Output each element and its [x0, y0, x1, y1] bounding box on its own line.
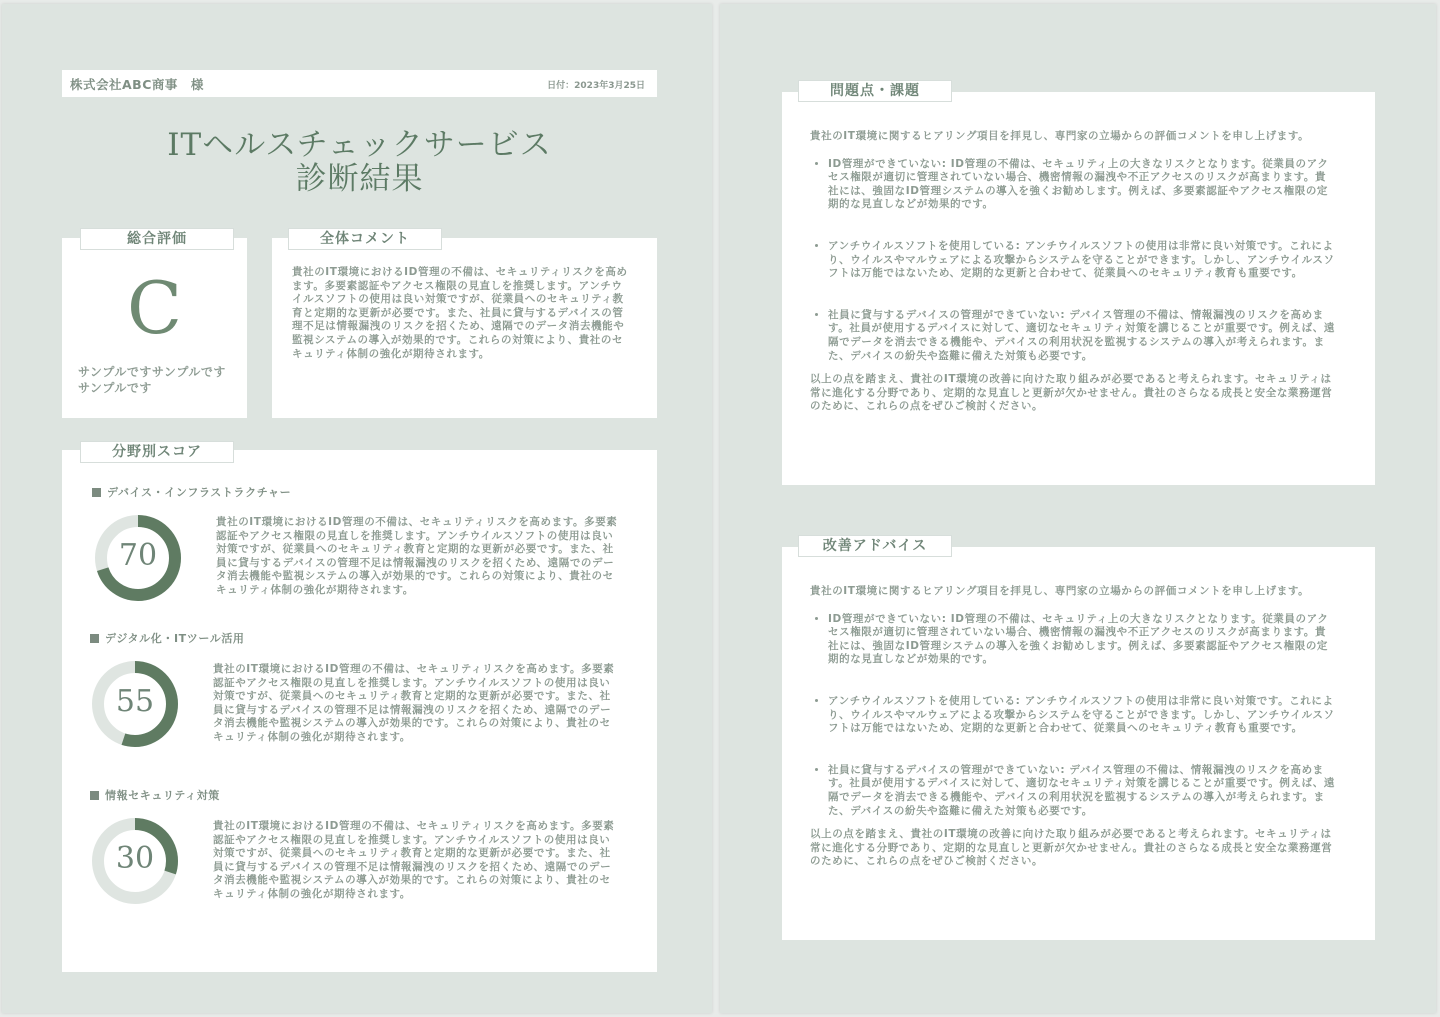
list-item: • ID管理ができていない: ID管理の不備は、セキュリティ上の大きなリスクとなります。従業員のアクセス権限が適切に管理されていない場合、機密情報の漏洩や不正アクセスのリスクが高まります。貴社には、強固なID管理システムの導入を強くお勧めします。例えば、多要素認証やアクセス権限の定期的な見直しなどが効果的です。: [828, 158, 1336, 212]
overall-comment-text: 貴社のIT環境におけるID管理の不備は、セキュリティリスクを高めます。多要素認証やアクセス権限の見直しを推奨します。アンチウイルスソフトの使用は良い対策ですが、従業員へのセキュリティ教育と定期的な更新が必要です。また、社員に貸与するデバイスの管理不足は情報漏洩のリスクを招くため、遠隔でのデータ消去機能や監視システムの導入が効果的です。これらの対策により、貴社のセキュリティ体制の強化が期待されます。: [292, 266, 628, 360]
list-item: • ID管理ができていない: ID管理の不備は、セキュリティ上の大きなリスクとなります。従業員のアクセス権限が適切に管理されていない場合、機密情報の漏洩や不正アクセスのリスクが高まります。貴社には、強固なID管理システムの導入を強くお勧めします。例えば、多要素認証やアクセス権限の定期的な見直しなどが効果的です。: [828, 613, 1336, 667]
list-item: • 社員に貸与するデバイスの管理ができていない: デバイス管理の不備は、情報漏洩のリスクを高めます。社員が使用するデバイスに対して、適切なセキュリティ対策を講じることが重要です。例えば、遠隔でデータを消去できる機能や、デバイスの利用状況を監視するシステムの導入が考えられます。また、デバイスの紛失や盗難に備えた対策も必要です。: [828, 309, 1336, 363]
problems-closing: 以上の点を踏まえ、貴社のIT環境の改善に向けた取り組みが必要であると考えられます。セキュリティは常に進化する分野であり、定期的な見直しと更新が欠かせません。貴社のさらなる成長と安全な業務運営のために、これらの点をぜひご検討ください。: [810, 373, 1333, 413]
report-title-line2: 診断結果: [295, 161, 424, 197]
square-bullet-icon: [90, 791, 99, 800]
advice-closing: 以上の点を踏まえ、貴社のIT環境の改善に向けた取り組みが必要であると考えられます。セキュリティは常に進化する分野であり、定期的な見直しと更新が欠かせません。貴社のさらなる成長と安全な業務運営のために、これらの点をぜひご検討ください。: [810, 828, 1333, 868]
overall-comment-label: 全体コメント: [288, 228, 442, 250]
score-value: 30: [115, 841, 155, 876]
problems-label: 問題点・課題: [798, 80, 952, 102]
advice-content: [810, 585, 1336, 869]
score-value: 70: [118, 538, 158, 573]
header-bar: [62, 70, 657, 97]
list-item: • アンチウイルスソフトを使用している: アンチウイルスソフトの使用は非常に良い対策です。これにより、ウイルスやマルウェアによる攻撃からシステムを守ることができます。しかし、アンチウイルスソフトは万能ではないため、定期的な更新と合わせて、従業員へのセキュリティ教育も重要です。: [828, 695, 1336, 736]
advice-label: 改善アドバイス: [798, 535, 952, 557]
problems-list: [810, 158, 1336, 364]
advice-intro: 貴社のIT環境に関するヒアリング項目を拝見し、専門家の立場からの評価コメントを申し上げます。: [810, 585, 1310, 597]
list-item: • 社員に貸与するデバイスの管理ができていない: デバイス管理の不備は、情報漏洩のリスクを高めます。社員が使用するデバイスに対して、適切なセキュリティ対策を講じることが重要です。例えば、遠隔でデータを消去できる機能や、デバイスの利用状況を監視するシステムの導入が考えられます。また、デバイスの紛失や盗難に備えた対策も必要です。: [828, 764, 1336, 818]
field-title: [90, 787, 220, 803]
square-bullet-icon: [92, 488, 101, 497]
field-title-text: 情報セキュリティ対策: [105, 789, 220, 802]
field-description: 貴社のIT環境におけるID管理の不備は、セキュリティリスクを高めます。多要素認証やアクセス権限の見直しを推奨します。アンチウイルスソフトの使用は良い対策ですが、従業員へのセキュリティ教育と定期的な更新が必要です。また、社員に貸与するデバイスの管理不足は情報漏洩のリスクを招くため、遠隔でのデータ消去機能や監視システムの導入が効果的です。これらの対策により、貴社のセキュリティ体制の強化が期待されます。: [213, 820, 615, 900]
advice-list: [810, 613, 1336, 819]
square-bullet-icon: [90, 634, 99, 643]
overall-grade-caption: サンプルですサンプルですサンプルです: [78, 365, 226, 395]
issue-date: 日付：2023年3月25日: [547, 81, 645, 91]
score-ring: [92, 512, 184, 604]
field-title: [92, 484, 291, 500]
field-description: 貴社のIT環境におけるID管理の不備は、セキュリティリスクを高めます。多要素認証やアクセス権限の見直しを推奨します。アンチウイルスソフトの使用は良い対策ですが、従業員へのセキュリティ教育と定期的な更新が必要です。また、社員に貸与するデバイスの管理不足は情報漏洩のリスクを招くため、遠隔でのデータ消去機能や監視システムの導入が効果的です。これらの対策により、貴社のセキュリティ体制の強化が期待されます。: [213, 663, 615, 743]
problems-content: [810, 130, 1336, 414]
score-ring: [89, 658, 181, 750]
report-title: [62, 128, 657, 196]
score-value: 55: [115, 684, 155, 719]
field-description: 貴社のIT環境におけるID管理の不備は、セキュリティリスクを高めます。多要素認証やアクセス権限の見直しを推奨します。アンチウイルスソフトの使用は良い対策ですが、従業員へのセキュリティ教育と定期的な更新が必要です。また、社員に貸与するデバイスの管理不足は情報漏洩のリスクを招くため、遠隔でのデータ消去機能や監視システムの導入が効果的です。これらの対策により、貴社のセキュリティ体制の強化が期待されます。: [216, 516, 618, 596]
field-scores-label: 分野別スコア: [80, 441, 234, 463]
client-name: 株式会社ABC商事 様: [70, 77, 204, 92]
field-title-text: デバイス・インフラストラクチャー: [107, 486, 292, 499]
problems-intro: 貴社のIT環境に関するヒアリング項目を拝見し、専門家の立場からの評価コメントを申し上げます。: [810, 130, 1310, 142]
score-ring: [89, 815, 181, 907]
overall-grade-label: 総合評価: [80, 228, 234, 250]
overall-grade-letter: C: [126, 266, 183, 350]
report-title-line1: ITヘルスチェックサービス: [167, 127, 552, 163]
list-item: • アンチウイルスソフトを使用している: アンチウイルスソフトの使用は非常に良い対策です。これにより、ウイルスやマルウェアによる攻撃からシステムを守ることができます。しかし、アンチウイルスソフトは万能ではないため、定期的な更新と合わせて、従業員へのセキュリティ教育も重要です。: [828, 240, 1336, 281]
field-title: [90, 630, 245, 646]
field-title-text: デジタル化・ITツール活用: [105, 632, 245, 645]
